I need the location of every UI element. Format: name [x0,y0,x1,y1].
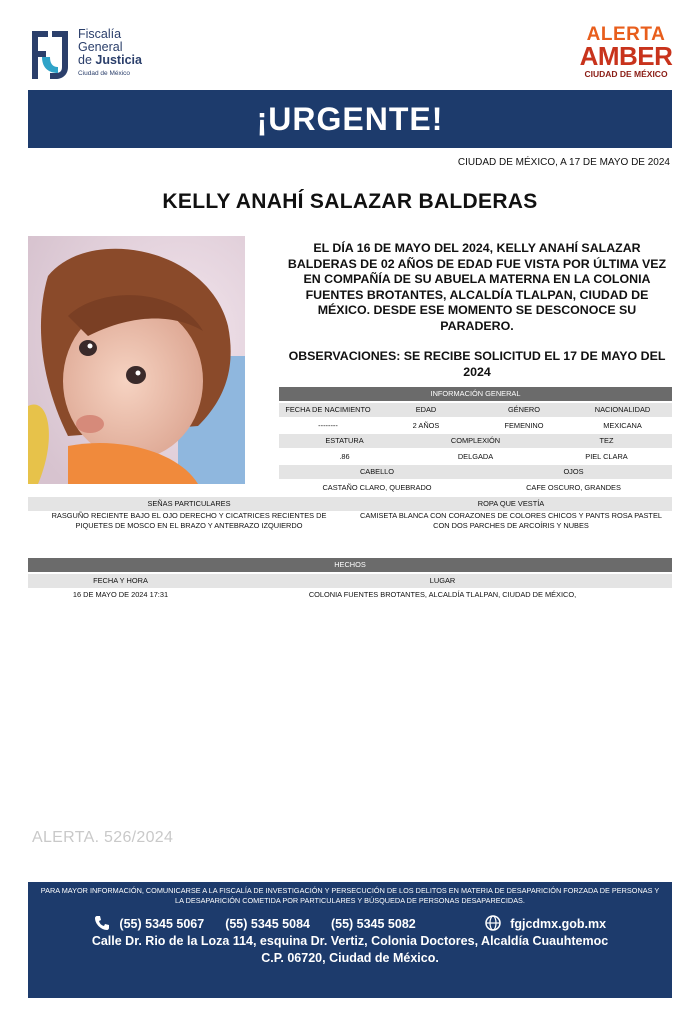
clothes-description [350,511,672,531]
h-skin: TEZ [541,434,672,448]
amber-line2: AMBER [579,41,673,71]
clothes-line2: CON DOS PARCHES DE ARCOÍRIS Y NUBES [433,521,589,530]
facts-title: HECHOS [28,558,672,572]
urgent-banner: ¡URGENTE! [28,90,672,148]
phone-1[interactable]: (55) 5345 5067 [119,917,205,931]
nationality: MEXICANA [603,421,642,430]
org-line3-bold: Justicia [95,53,142,67]
amber-line3: CIUDAD DE MÉXICO [584,69,668,79]
build: DELGADA [457,452,494,461]
facts-datetime: 16 DE MAYO DE 2024 17:31 [72,590,169,599]
org-line4: Ciudad de México [78,70,131,77]
h-build: COMPLEXIÓN [410,434,541,448]
website-link[interactable]: fgjcdmx.gob.mx [510,917,607,931]
hair: CASTAÑO CLARO, QUEBRADO [322,483,432,492]
globe-icon [485,915,501,931]
eyes: CAFE OSCURO, GRANDES [526,483,621,492]
h-eyes: OJOS [475,465,672,479]
height: .86 [339,452,350,461]
phone-2[interactable]: (55) 5345 5084 [225,917,310,931]
clothes-line1: CAMISETA BLANCA CON CORAZONES DE COLORES CHICOS Y PANTS ROSA PASTEL [360,511,662,520]
observations: OBSERVACIONES: SE RECIBE SOLICITUD EL 17 DE MAYO DEL 2024 [288,349,666,379]
amber-line1: ALERTA [586,24,666,45]
gender: FEMENINO [504,421,544,430]
marks-line1: RASGUÑO RECIENTE BAJO EL OJO DERECHO Y CICATRICES RECIENTES DE [51,511,327,520]
child-photo [28,236,245,484]
missing-person-name: KELLY ANAHÍ SALAZAR BALDERAS [162,190,538,213]
skin: PIEL CLARA [585,452,628,461]
footer-note: PARA MAYOR INFORMACIÓN, COMUNICARSE A LA FISCALÍA DE INVESTIGACIÓN Y PERSECUCIÓN DE LOS DELITOS EN MATERIA DE DESAPARICIÓN FORZADA DE PERSONAS Y LA DESAPARICIÓN COMETIDA POR PARTICULARES Y BÚSQUEDA DE PERSONAS DESAPARECIDAS. [40,886,660,905]
marks-line2: PIQUETES DE MOSCO EN EL BRAZO Y ANTEBRAZO IZQUIERDO [75,521,303,530]
alerta-amber-logo [578,25,674,79]
age: 2 AÑOS [412,421,440,430]
h-place: LUGAR [213,574,672,588]
h-marks: SEÑAS PARTICULARES [28,497,350,511]
org-line1: Fiscalía [78,27,122,41]
info-title: INFORMACIÓN GENERAL [279,387,672,401]
dateline: CIUDAD DE MÉXICO, A 17 DE MAYO DE 2024 [457,157,670,168]
h-hair: CABELLO [279,465,475,479]
h-datetime: FECHA Y HORA [28,574,213,588]
org-name [78,28,142,79]
h-nationality: NACIONALIDAD [573,403,672,417]
h-age: EDAD [377,403,475,417]
org-line3-pre: de [78,53,96,67]
fgj-logo-icon [28,27,72,83]
marks-description [28,511,350,531]
phone-icon [94,915,110,931]
h-clothes: ROPA QUE VESTÍA [350,497,672,511]
address [28,933,672,967]
phone-3[interactable]: (55) 5345 5082 [330,917,416,931]
case-description: EL DÍA 16 DE MAYO DEL 2024, KELLY ANAHÍ SALAZAR BALDERAS DE 02 AÑOS DE EDAD FUE VISTA POR ÚLTIMA VEZ EN COMPAÑÍA DE SU ABUELA MATERNA EN LA COLONIA FUENTES BROTANTES, ALCALDÍA TLALPAN, CIUDAD DE MÉXICO. DESDE ESE MOMENTO SE DESCONOCE SU PARADERO. [287,241,667,333]
h-birth: FECHA DE NACIMIENTO [279,403,377,417]
h-height: ESTATURA [279,434,410,448]
address-line2: C.P. 06720, Ciudad de México. [261,951,439,965]
facts-place: COLONIA FUENTES BROTANTES, ALCALDÍA TLALPAN, CIUDAD DE MÉXICO, [308,590,577,599]
h-gender: GÉNERO [475,403,573,417]
alert-number: ALERTA. 526/2024 [32,829,174,846]
address-line1: Calle Dr. Rio de la Loza 114, esquina Dr. Vertiz, Colonia Doctores, Alcaldía Cuauhtemoc [91,934,609,948]
footer-contacts [28,915,672,931]
contact-footer [28,882,672,998]
org-line2: General [78,40,123,54]
birth-date: -------- [318,421,338,430]
